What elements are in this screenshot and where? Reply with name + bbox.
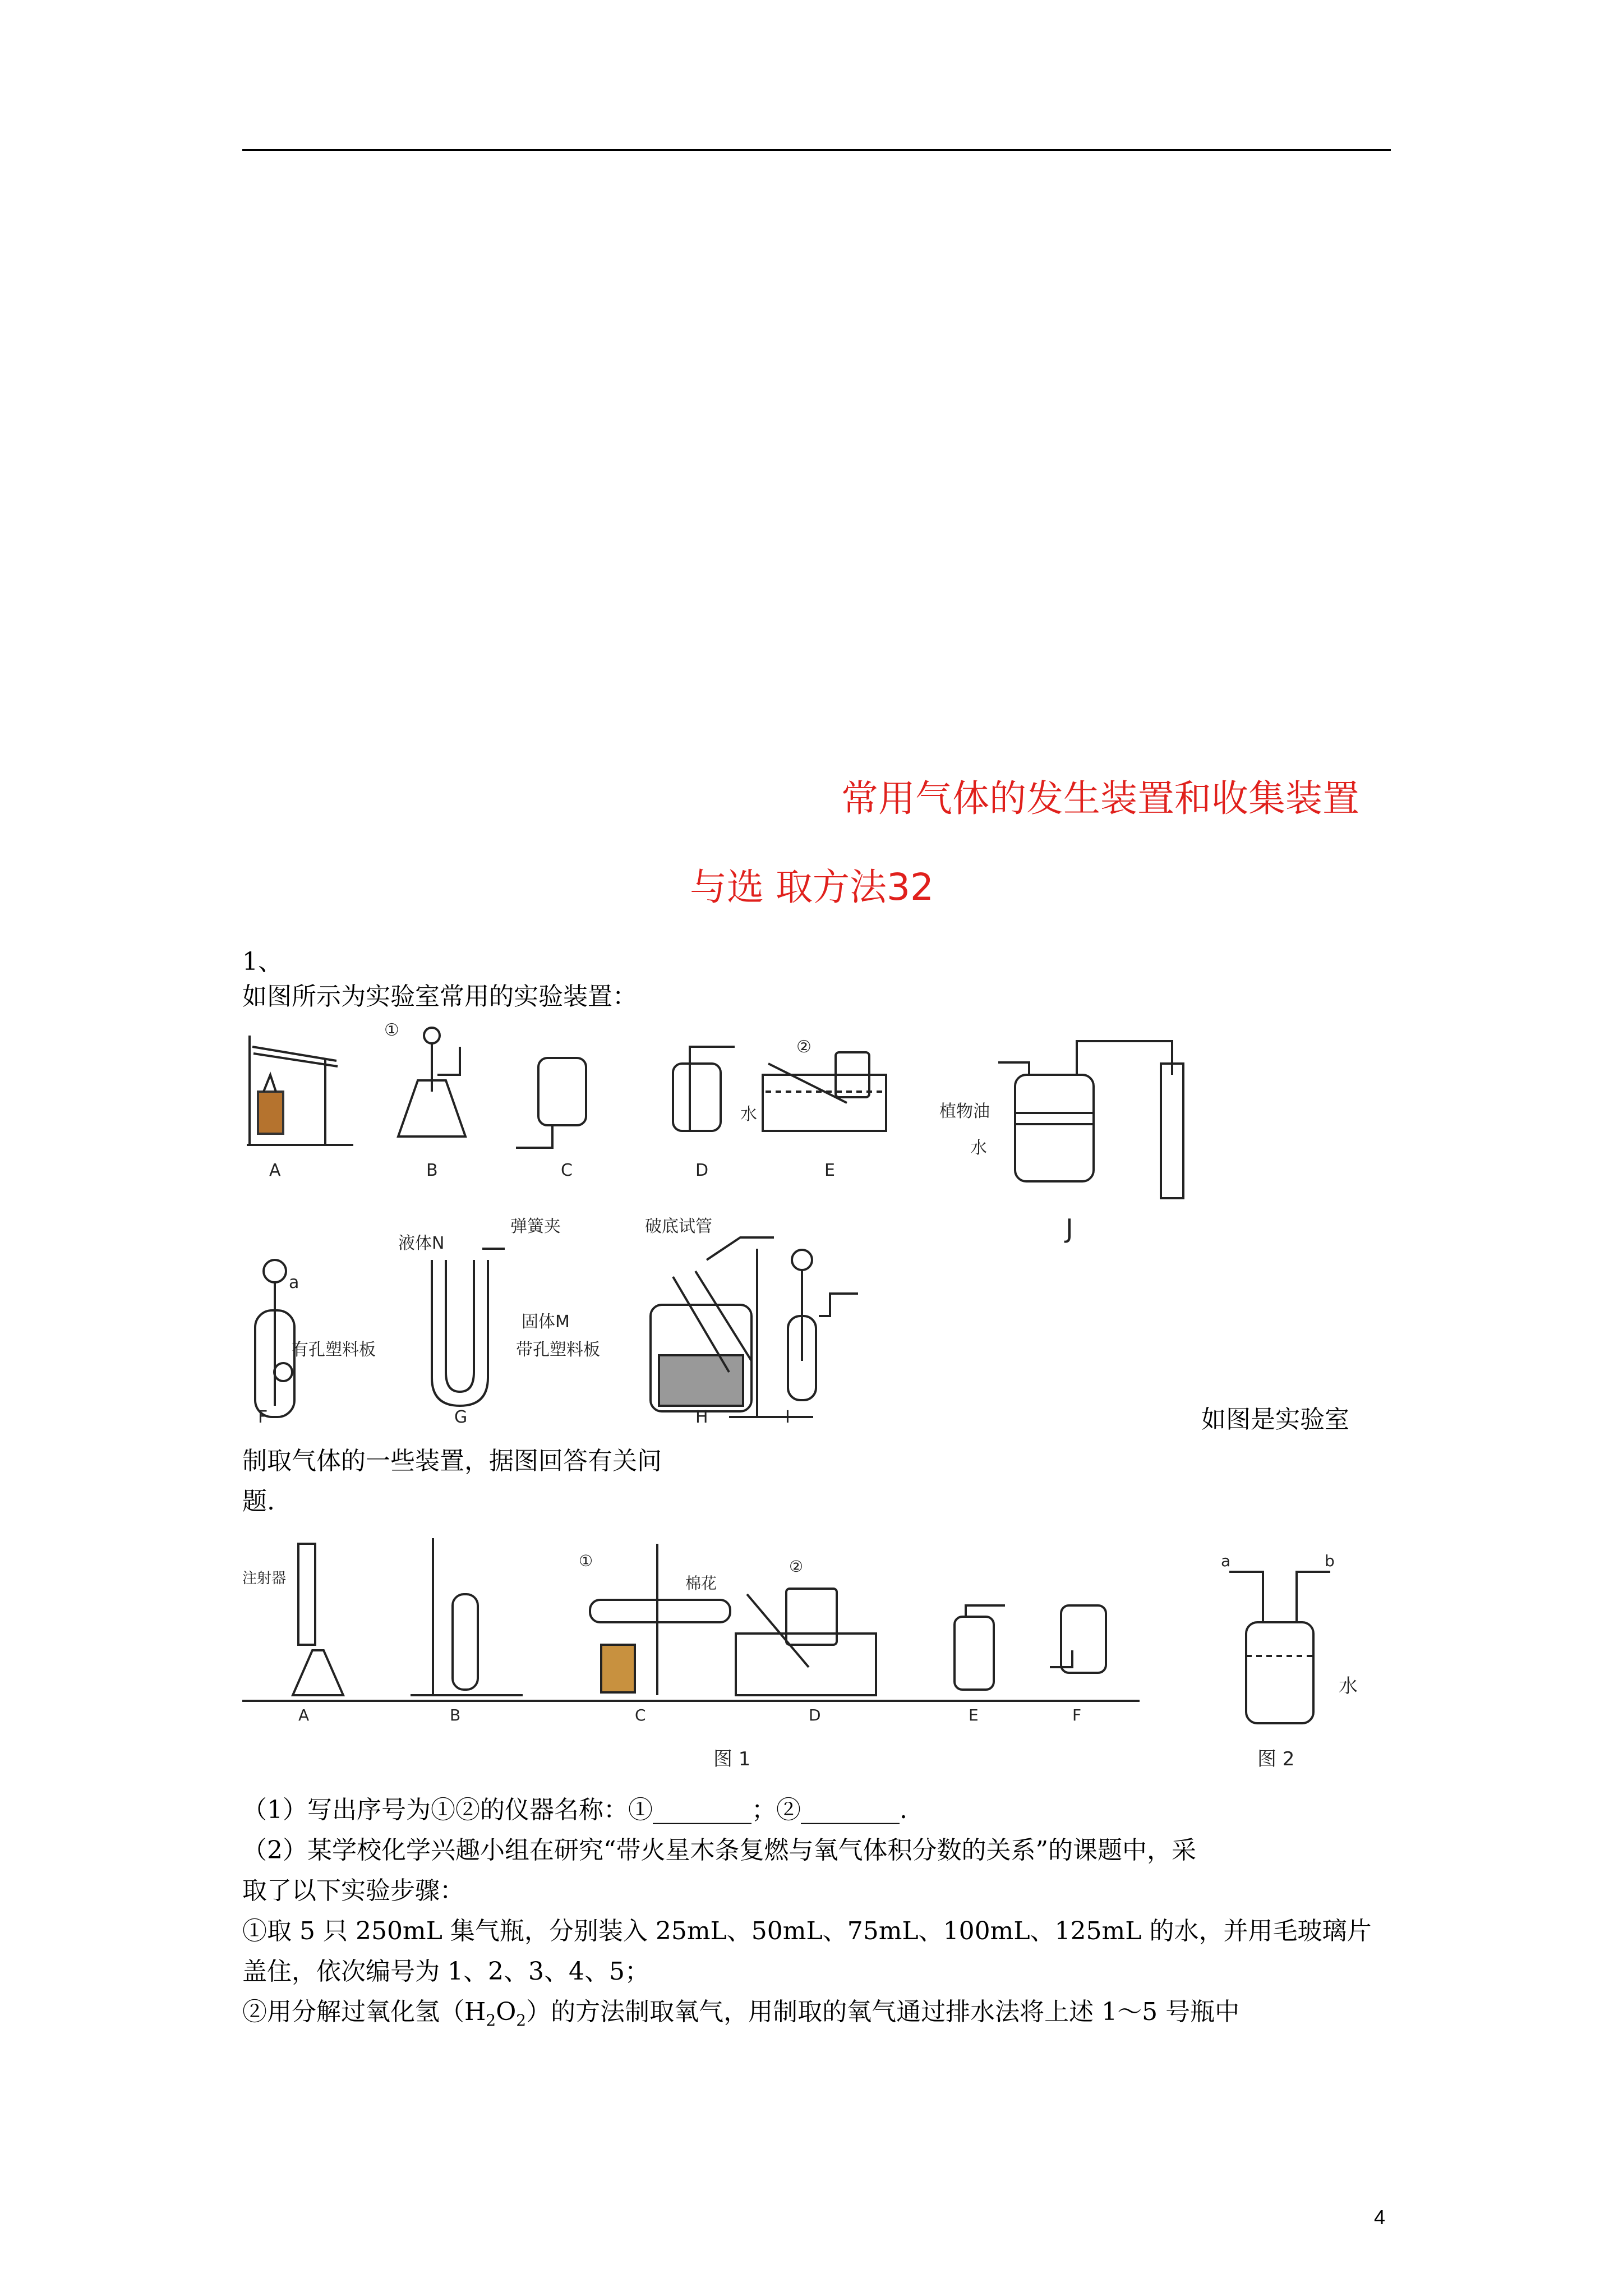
fig2-label-B: B	[450, 1706, 461, 1724]
step1-line2: 盖住，依次编号为 1、2、3、4、5；	[242, 1957, 649, 1986]
label-I: I	[785, 1407, 790, 1425]
annot-water-J: 水	[970, 1138, 987, 1158]
label-C: C	[561, 1161, 573, 1180]
fig2-cotton: 棉花	[685, 1574, 717, 1593]
annot-circle1: ①	[384, 1020, 399, 1040]
annot-solidM: 固体M	[522, 1312, 570, 1332]
annot-oil: 植物油	[939, 1102, 990, 1121]
label-B: B	[426, 1161, 438, 1180]
label-D: D	[695, 1161, 709, 1180]
fig2-label-D: D	[809, 1706, 821, 1724]
fig2-label-F: F	[1072, 1706, 1082, 1724]
annot-broken-tube: 破底试管	[645, 1217, 712, 1236]
question-intro: 如图所示为实验室常用的实验装置：	[242, 982, 637, 1011]
q2-line1: （2）某学校化学兴趣小组在研究“带火星木条复燃与氧气体积分数的关系”的课题中，采	[242, 1836, 1196, 1865]
step2-line: ②用分解过氧化氢$(H_2O_2)$的方法制取氧气，用制取的氧气通过排水法将上述 1～5 号瓶中	[242, 1998, 1240, 2030]
q1-text: （1）写出序号为①②的仪器名称：①________；②________.	[242, 1796, 907, 1824]
fig2-circle1: ①	[579, 1552, 593, 1570]
caption-fig2: 图 2	[1257, 1748, 1295, 1770]
title-line-1: 常用气体的发生装置和收集装置	[841, 777, 1359, 820]
fig2-b: b	[1325, 1552, 1335, 1570]
label-H: H	[695, 1407, 708, 1425]
fig2-circle2: ②	[789, 1557, 804, 1576]
figure-apparatus-2	[242, 1527, 1391, 1779]
annot-circle2: ②	[796, 1037, 811, 1057]
label-G: G	[454, 1407, 468, 1425]
text2-line2: 制取气体的一些装置，据图回答有关问	[242, 1447, 662, 1475]
annot-plate2: 有孔塑料板	[292, 1340, 376, 1360]
annot-liquidN: 液体N	[398, 1234, 445, 1253]
label-J: J	[1066, 1213, 1073, 1244]
fig2-a: a	[1221, 1552, 1231, 1570]
fig2-label-E: E	[969, 1706, 979, 1724]
step1-line1: ①取 5 只 250mL 集气瓶，分别装入 25mL、50mL、75mL、100mL、125mL 的水，并用毛玻璃片	[242, 1917, 1372, 1945]
label-E: E	[824, 1161, 835, 1180]
text2-line3: 题.	[242, 1487, 275, 1516]
annot-a: a	[289, 1273, 299, 1292]
fig2-label-A: A	[298, 1706, 310, 1724]
question-number: 1、	[242, 947, 283, 976]
annot-plate: 带孔塑料板	[516, 1340, 600, 1360]
caption-fig1: 图 1	[713, 1748, 751, 1770]
fig2-water: 水	[1339, 1675, 1358, 1697]
text2-right: 如图是实验室	[1201, 1405, 1349, 1434]
figure-apparatus-1	[247, 1013, 1217, 1425]
page-number: 4	[1373, 2206, 1385, 2229]
label-F: F	[258, 1407, 268, 1425]
q2-line2: 取了以下实验步骤：	[242, 1876, 464, 1905]
annot-springclip: 弹簧夹	[510, 1217, 561, 1236]
annot-syringe: 注射器	[242, 1570, 287, 1587]
annot-water-E: 水	[740, 1105, 757, 1124]
title-line-2: 与选 取方法32	[690, 866, 934, 909]
label-A: A	[269, 1161, 281, 1180]
fig2-label-C: C	[635, 1706, 646, 1724]
header-rule	[242, 149, 1391, 151]
